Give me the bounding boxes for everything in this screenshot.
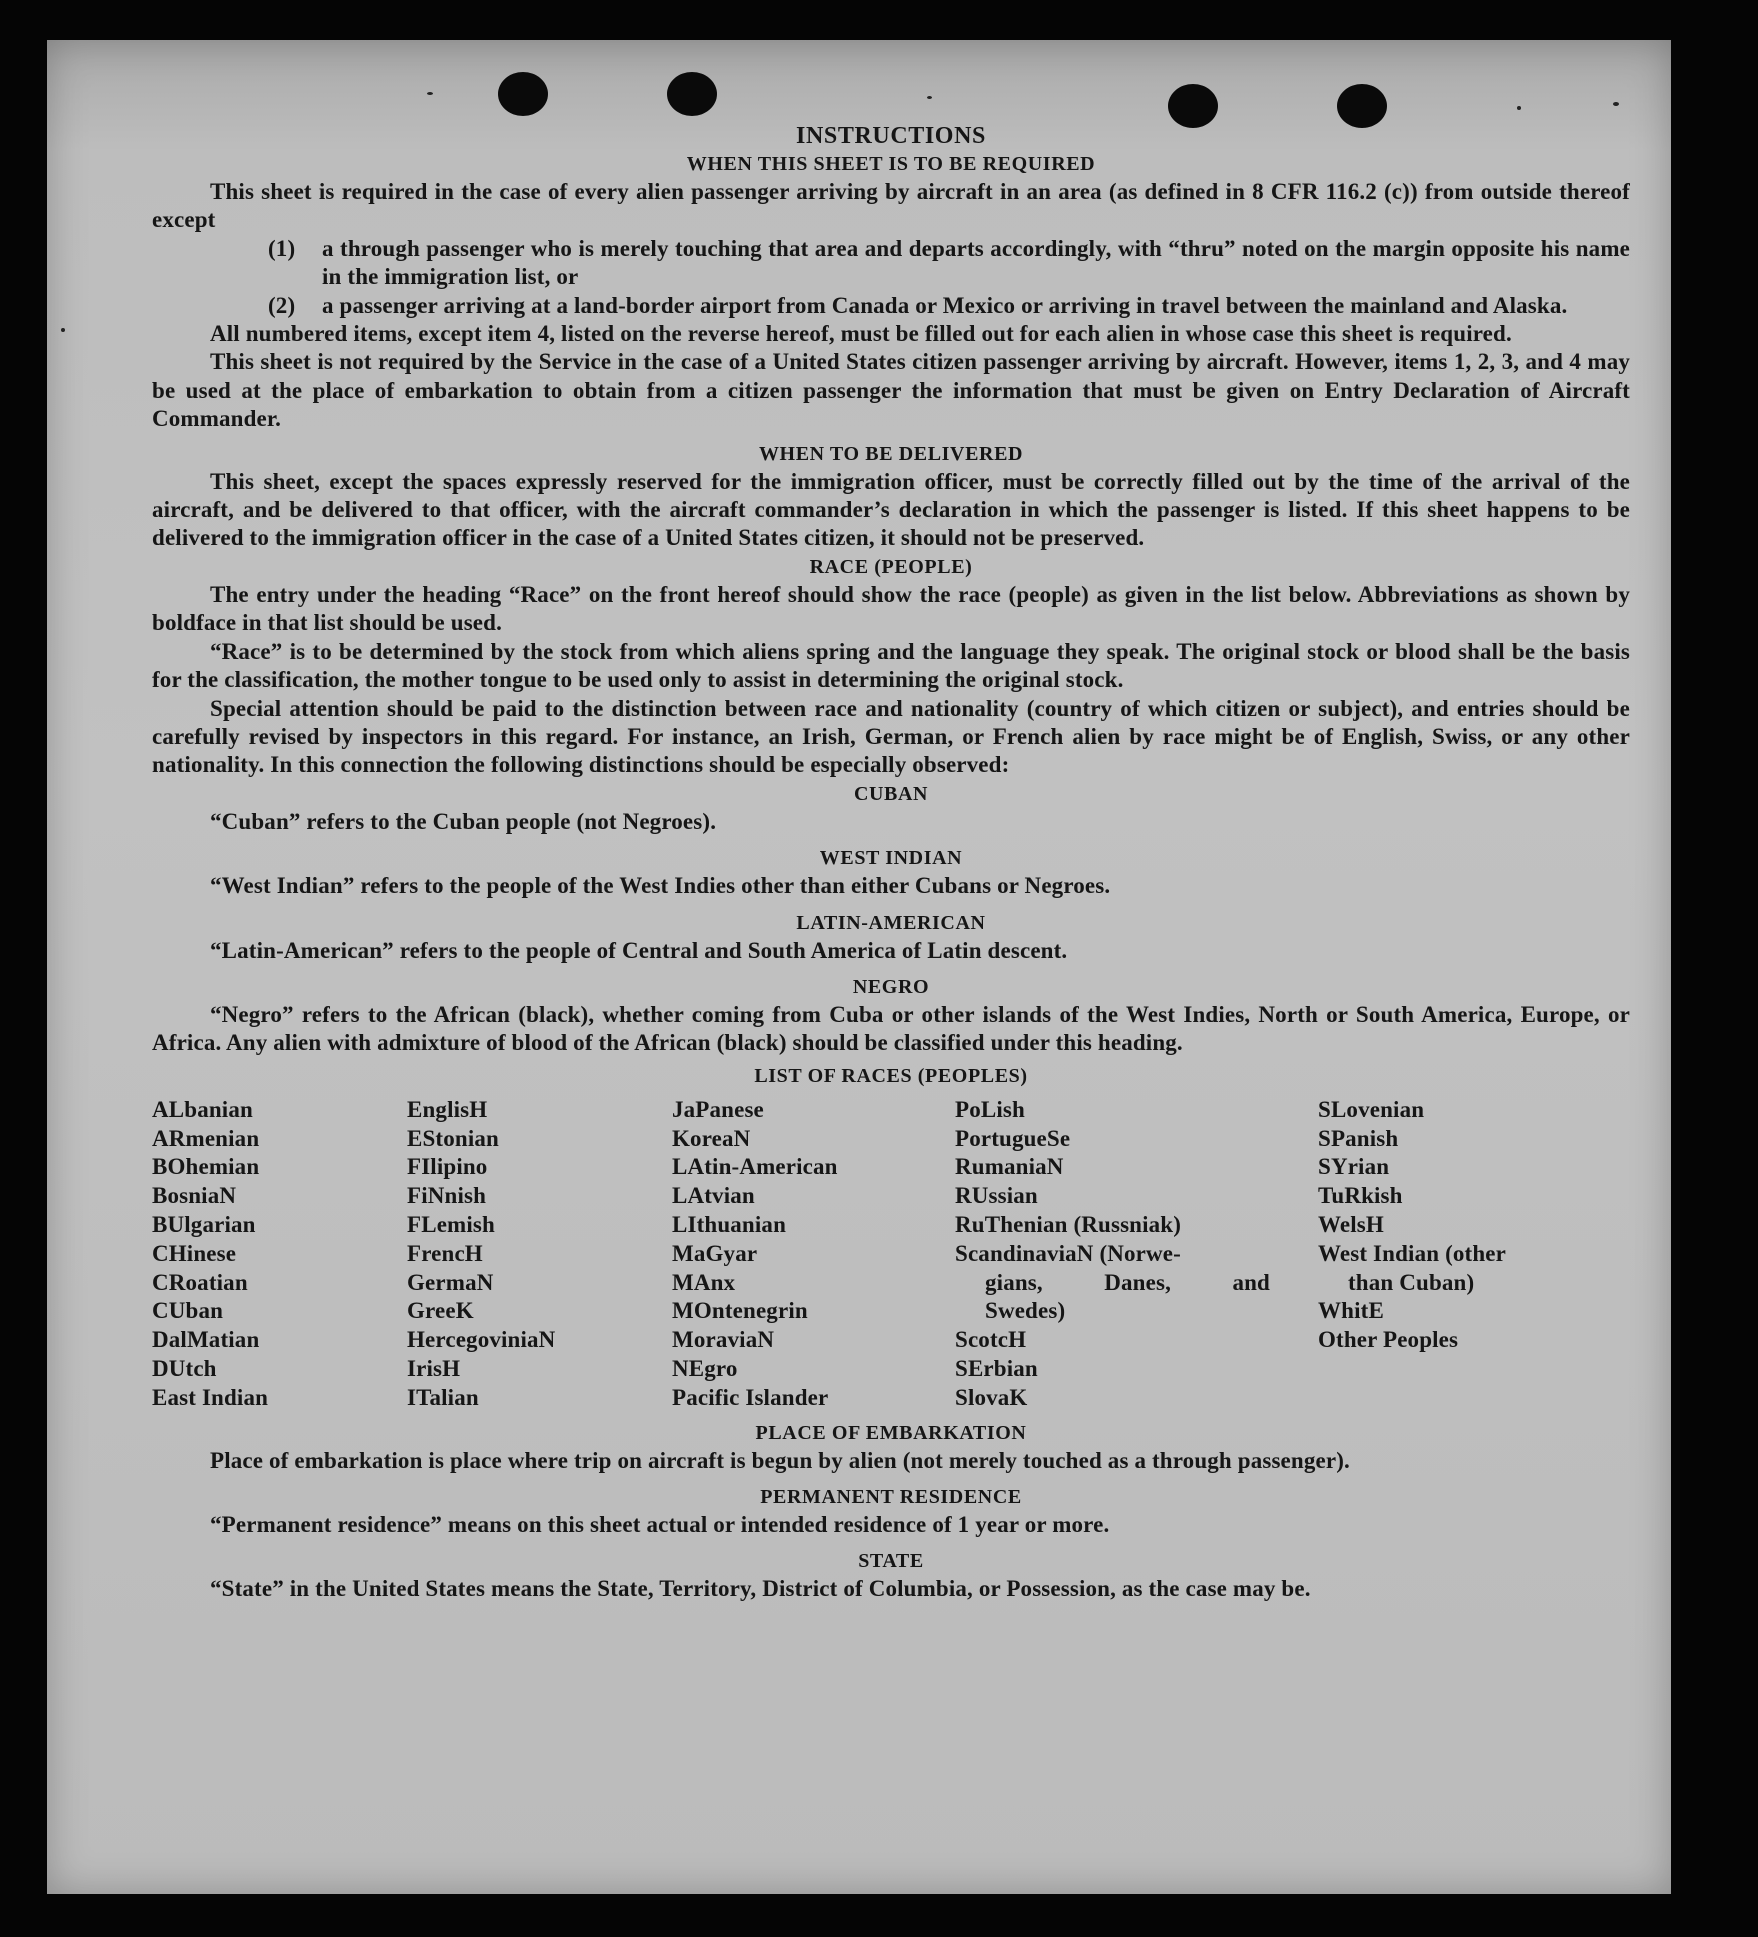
race-item: MOntenegrin bbox=[672, 1298, 808, 1324]
race-item: KoreaN bbox=[672, 1125, 751, 1151]
race-item: FiNnish bbox=[407, 1183, 487, 1209]
race-item: RuThenian (Russniak) bbox=[955, 1211, 1182, 1237]
paragraph: “Race” is to be determined by the stock from which aliens spring and the language they speak. The original stock or blood shall be the basis for the classification, the mother tongue to be used only to assist in determining the original stock. bbox=[152, 638, 1630, 693]
race-item: LIthuanian bbox=[672, 1211, 787, 1237]
race-item: RUssian bbox=[955, 1183, 1038, 1209]
race-item: East Indian bbox=[152, 1384, 269, 1410]
document-sheet bbox=[47, 40, 1671, 1894]
race-item: SLovenian bbox=[1318, 1096, 1425, 1122]
race-item: TuRkish bbox=[1318, 1183, 1403, 1209]
section-heading: LIST OF RACES (PEOPLES) bbox=[754, 1064, 1028, 1087]
race-item: Pacific Islander bbox=[672, 1384, 829, 1410]
race-item: Swedes) bbox=[985, 1298, 1066, 1324]
item-number: (1) bbox=[268, 235, 296, 261]
race-item: FLemish bbox=[407, 1211, 495, 1237]
item-number: (2) bbox=[268, 292, 296, 318]
punch-hole bbox=[498, 72, 548, 116]
paragraph: “Cuban” refers to the Cuban people (not Negroes). bbox=[210, 808, 717, 834]
race-item: ITalian bbox=[407, 1384, 479, 1410]
paragraph: This sheet is required in the case of every alien passenger arriving by aircraft in an area (as defined in 8 CFR 116.2 (c)) from outside thereof except bbox=[152, 179, 1630, 233]
race-item: RumaniaN bbox=[955, 1154, 1064, 1180]
race-item: CUban bbox=[152, 1298, 224, 1324]
race-item: GermaN bbox=[407, 1269, 494, 1295]
paragraph: “Permanent residence” means on this sheet actual or intended residence of 1 year or more. bbox=[210, 1511, 1110, 1537]
race-item: SPanish bbox=[1318, 1125, 1399, 1151]
race-item: LAtvian bbox=[672, 1183, 755, 1209]
race-item: FIlipino bbox=[407, 1154, 488, 1180]
race-item: Other Peoples bbox=[1318, 1327, 1459, 1353]
race-item: ALbanian bbox=[152, 1096, 253, 1122]
item-text: a through passenger who is merely touching that area and departs accordingly, with “thru” noted on the margin opposite his name in the immigration list, or bbox=[322, 235, 1630, 290]
race-item: CRoatian bbox=[152, 1269, 248, 1295]
race-item: LAtin-American bbox=[672, 1154, 838, 1180]
races-column bbox=[152, 1096, 407, 1413]
race-item: BUlgarian bbox=[152, 1211, 256, 1237]
punch-hole bbox=[667, 72, 717, 116]
section-heading: WEST INDIAN bbox=[819, 847, 963, 870]
races-list bbox=[152, 1096, 1630, 1413]
section-heading: NEGRO bbox=[852, 975, 930, 998]
race-item: WhitE bbox=[1318, 1298, 1384, 1324]
race-item: ScotcH bbox=[955, 1327, 1027, 1353]
race-item: DUtch bbox=[152, 1355, 217, 1381]
race-item: WelsH bbox=[1318, 1211, 1384, 1237]
section-heading: STATE bbox=[858, 1550, 924, 1573]
page-title: INSTRUCTIONS bbox=[796, 123, 986, 149]
race-item: DalMatian bbox=[152, 1327, 260, 1353]
section-heading: PLACE OF EMBARKATION bbox=[755, 1421, 1027, 1444]
paragraph: Special attention should be paid to the distinction between race and nationality (country of which citizen or subject), and entries should be carefully revised by inspectors in this regard. For instance, an Irish, German, or French alien by race might be of English, Swiss, or any other nationality. In this connection the following distinctions should be especially observed: bbox=[152, 695, 1630, 778]
paragraph: The entry under the heading “Race” on the front hereof should show the race (people) as given in the list below. Abbreviations as shown by boldface in that list should be used. bbox=[152, 581, 1630, 636]
race-item: HercegoviniaN bbox=[407, 1327, 556, 1353]
race-item: SErbian bbox=[955, 1355, 1038, 1381]
race-item: FrencH bbox=[407, 1240, 483, 1266]
race-item: EnglisH bbox=[407, 1096, 488, 1122]
race-item: gians, Danes, and bbox=[985, 1269, 1270, 1295]
race-item: BOhemian bbox=[152, 1154, 260, 1180]
section-heading: WHEN THIS SHEET IS TO BE REQUIRED bbox=[686, 153, 1096, 175]
race-item: MoraviaN bbox=[672, 1327, 775, 1353]
races-column bbox=[672, 1096, 955, 1413]
race-item: JaPanese bbox=[672, 1096, 764, 1122]
list-item bbox=[268, 292, 1630, 320]
race-item: GreeK bbox=[407, 1298, 474, 1324]
paragraph: “Latin-American” refers to the people of Central and South America of Latin descent. bbox=[210, 937, 1068, 963]
races-column bbox=[955, 1096, 1318, 1413]
instructions-content bbox=[152, 122, 1630, 1604]
race-item: MAnx bbox=[672, 1269, 736, 1295]
race-item: PortugueSe bbox=[955, 1125, 1071, 1151]
paragraph: This sheet is not required by the Service in the case of a United States citizen passenger arriving by aircraft. However, items 1, 2, 3, and 4 may be used at the place of embarkation to obtain from a citizen passenger the information that must be given on Entry Declaration of Aircraft Commander. bbox=[152, 349, 1630, 432]
race-item: MaGyar bbox=[672, 1240, 758, 1266]
race-item: ARmenian bbox=[152, 1125, 260, 1151]
race-item: EStonian bbox=[407, 1125, 499, 1151]
item-text: a passenger arriving at a land-border airport from Canada or Mexico or arriving in travel between the mainland and Alaska. bbox=[322, 292, 1568, 318]
race-item: BosniaN bbox=[152, 1183, 237, 1209]
races-column bbox=[407, 1096, 672, 1413]
paragraph: All numbered items, except item 4, listed on the reverse hereof, must be filled out for each alien in whose case this sheet is required. bbox=[210, 321, 1512, 347]
section-heading: PERMANENT RESIDENCE bbox=[760, 1485, 1022, 1508]
paragraph: “State” in the United States means the State, Territory, District of Columbia, or Possession, as the case may be. bbox=[210, 1576, 1311, 1602]
race-item: PoLish bbox=[955, 1096, 1025, 1122]
section-heading: RACE (PEOPLE) bbox=[809, 555, 973, 578]
paragraph: This sheet, except the spaces expressly reserved for the immigration officer, must be correctly filled out by the time of the arrival of the aircraft, and be delivered to that officer, with the aircraft commander’s declaration in which the passenger is listed. If this sheet happens to be delivered to the immigration officer in the case of a United States citizen, it should not be preserved. bbox=[152, 468, 1630, 551]
race-item: ScandinaviaN (Norwe- bbox=[955, 1240, 1181, 1266]
race-item: CHinese bbox=[152, 1240, 237, 1266]
paragraph: “West Indian” refers to the people of the West Indies other than either Cubans or Negroes. bbox=[210, 873, 1111, 899]
race-item: NEgro bbox=[672, 1355, 738, 1381]
section-heading: LATIN-AMERICAN bbox=[796, 911, 986, 934]
list-item bbox=[268, 235, 1630, 292]
races-column bbox=[1318, 1096, 1618, 1413]
paragraph: Place of embarkation is place where trip on aircraft is begun by alien (not merely touched as a through passenger). bbox=[210, 1447, 1350, 1473]
race-item: SYrian bbox=[1318, 1154, 1390, 1180]
section-heading: CUBAN bbox=[853, 782, 929, 805]
race-item: SlovaK bbox=[955, 1384, 1028, 1410]
section-heading: WHEN TO BE DELIVERED bbox=[758, 442, 1024, 465]
race-item: IrisH bbox=[407, 1355, 461, 1381]
race-item: than Cuban) bbox=[1348, 1269, 1475, 1295]
race-item: West Indian (other bbox=[1318, 1240, 1506, 1266]
paragraph: “Negro” refers to the African (black), whether coming from Cuba or other islands of the West Indies, North or South America, Europe, or Africa. Any alien with admixture of blood of the African (black) should be classified under this heading. bbox=[152, 1001, 1630, 1056]
